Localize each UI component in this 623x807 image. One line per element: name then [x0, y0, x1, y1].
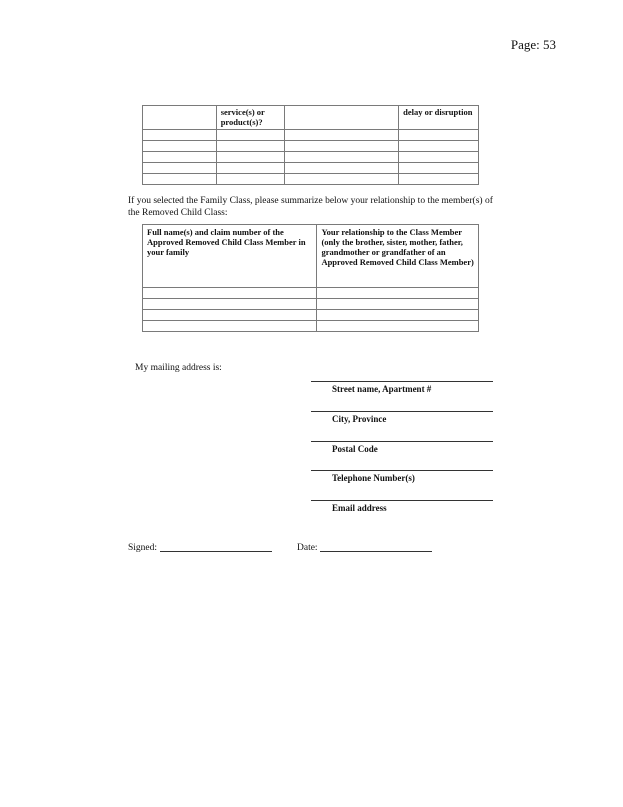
table-header-cell — [143, 106, 217, 130]
email-label: Email address — [332, 503, 387, 513]
table-header-cell: delay or disruption — [399, 106, 479, 130]
table-header-cell: Your relationship to the Class Member (only the brother, sister, mother, father, grandmother or grandfather of an Approved Removed Child Class Member) — [317, 225, 479, 288]
table-row[interactable] — [143, 321, 479, 332]
street-input-line[interactable] — [311, 381, 493, 382]
table-header-row — [143, 225, 479, 288]
table-header-cell — [284, 106, 399, 130]
postal-code-input-line[interactable] — [311, 441, 493, 442]
mailing-address-label: My mailing address is: — [135, 363, 222, 373]
table-header-cell: service(s) or product(s)? — [216, 106, 284, 130]
table-row[interactable] — [143, 310, 479, 321]
table-row[interactable] — [143, 299, 479, 310]
table-row[interactable] — [143, 174, 479, 185]
table-row[interactable] — [143, 163, 479, 174]
city-label: City, Province — [332, 414, 387, 424]
date-label: Date: — [297, 543, 318, 553]
table-header-cell: Full name(s) and claim number of the Approved Removed Child Class Member in your family — [143, 225, 317, 288]
email-input-line[interactable] — [311, 500, 493, 501]
table-row[interactable] — [143, 130, 479, 141]
signature-line[interactable] — [160, 551, 272, 552]
service-disruption-table — [142, 105, 479, 185]
date-line[interactable] — [320, 551, 432, 552]
signed-label: Signed: — [128, 543, 158, 553]
table-header-row — [143, 106, 479, 130]
table-row[interactable] — [143, 141, 479, 152]
telephone-label: Telephone Number(s) — [332, 473, 415, 483]
family-relationship-table — [142, 224, 479, 332]
family-class-instructions: If you selected the Family Class, please summarize below your relationship to the member(s) of the Removed Child Class: — [128, 196, 493, 218]
postal-code-label: Postal Code — [332, 444, 378, 454]
page-number: Page: 53 — [510, 37, 556, 52]
street-label: Street name, Apartment # — [332, 384, 432, 394]
city-input-line[interactable] — [311, 411, 493, 412]
table-row[interactable] — [143, 152, 479, 163]
table-row[interactable] — [143, 288, 479, 299]
telephone-input-line[interactable] — [311, 470, 493, 471]
